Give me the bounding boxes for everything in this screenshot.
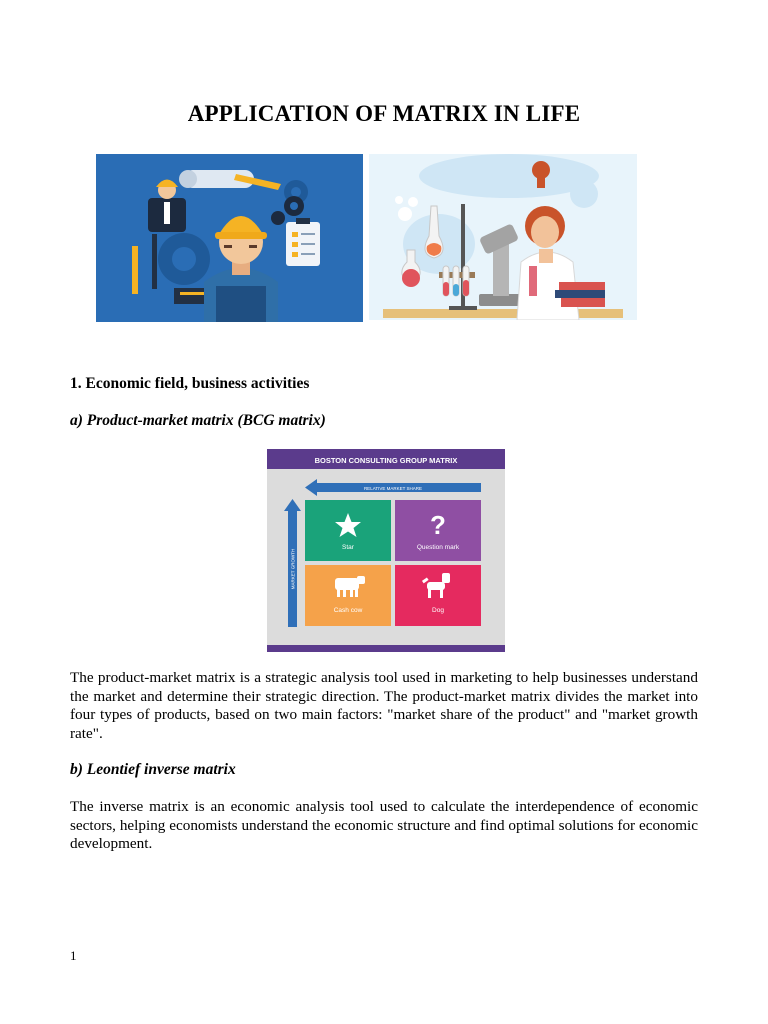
scientist-illustration (369, 154, 637, 320)
bcg-x-axis-label: RELATIVE MARKET SHARE (363, 486, 423, 491)
engineer-illustration (96, 154, 363, 322)
bcg-cash-cow-label: Cash cow (333, 607, 363, 614)
bcg-title: BOSTON CONSULTING GROUP MATRIX (314, 456, 458, 465)
page-title: APPLICATION OF MATRIX IN LIFE (187, 101, 581, 126)
bcg-question-label: Question mark (416, 544, 460, 551)
bcg-paragraph: The product-market matrix is a strategic analysis tool used in marketing to help businesses understand the market and determine their strategic direction. The product-market matrix divides the market into four types of products, based on two main factors: "market share of the product" and "market growth rate". (70, 669, 698, 742)
subheading-bcg-matrix: a) Product-market matrix (BCG matrix) (70, 412, 326, 429)
bcg-cash-cow-quadrant (305, 565, 391, 626)
section-heading-economic: 1. Economic field, business activities (70, 375, 310, 392)
page-number: 1 (70, 948, 77, 963)
subheading-leontief: b) Leontief inverse matrix (70, 761, 236, 778)
bcg-matrix-figure (267, 449, 505, 652)
question-mark-icon: ? (430, 510, 446, 540)
bcg-dog-quadrant (395, 565, 481, 626)
bcg-y-axis-label: MARKET GROWTH (290, 548, 296, 590)
bcg-star-label: Star (342, 544, 354, 551)
bcg-dog-label: Dog (432, 607, 444, 614)
leontief-paragraph: The inverse matrix is an economic analysis tool used to calculate the interdependence of economic sectors, helping economists understand the economic structure and find optimal solutions for economic development. (70, 798, 698, 852)
